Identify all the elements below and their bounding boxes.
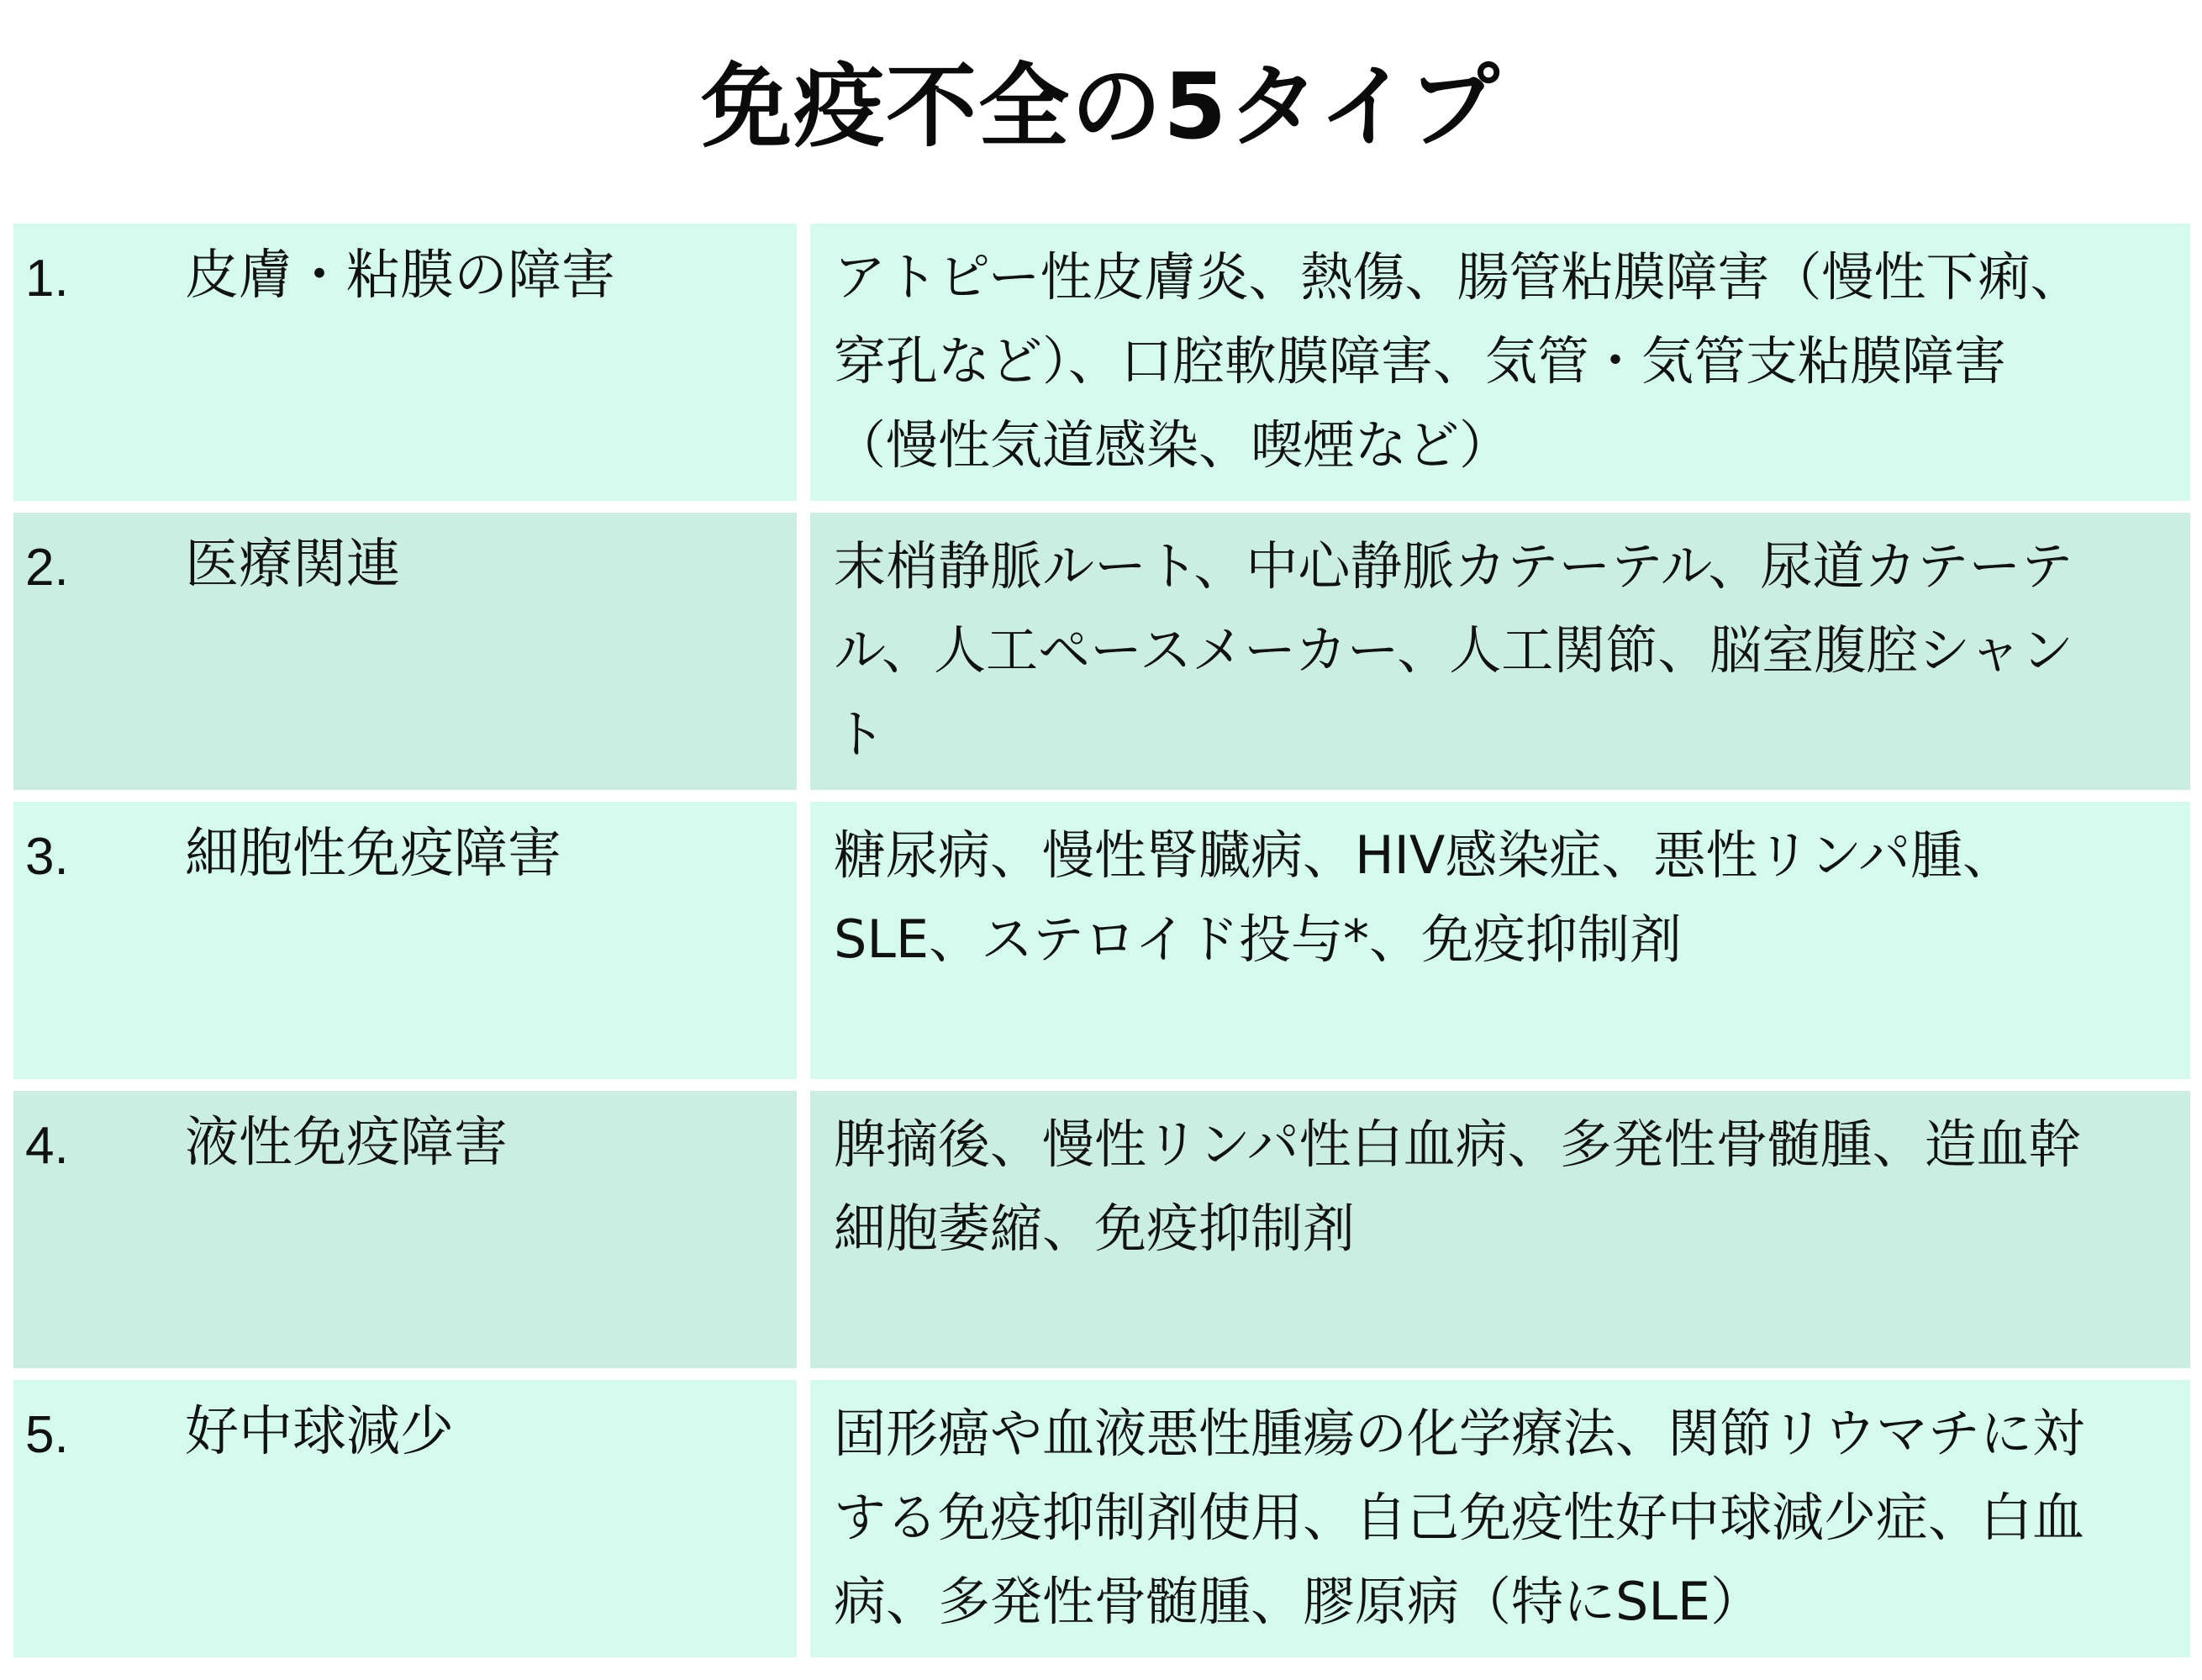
description-line: SLE、ステロイド投与*、免疫抑制剤 bbox=[834, 908, 1682, 970]
category-label: 好中球減少 bbox=[185, 1401, 454, 1463]
category-label: 液性免疫障害 bbox=[185, 1112, 508, 1174]
description-line: 固形癌や血液悪性腫瘍の化学療法、関節リウマチに対 bbox=[834, 1403, 2085, 1464]
description-line: ト bbox=[834, 703, 887, 765]
category-cell bbox=[13, 1091, 797, 1368]
description-text bbox=[834, 1392, 2178, 1644]
table-row bbox=[13, 802, 2190, 1079]
description-cell bbox=[810, 224, 2190, 501]
description-cell bbox=[810, 802, 2190, 1079]
description-line: 糖尿病、慢性腎臓病、HIV感染症、悪性リンパ腫、 bbox=[834, 824, 2015, 886]
table-row bbox=[13, 513, 2190, 790]
category-label: 細胞性免疫障害 bbox=[185, 823, 561, 885]
table-row bbox=[13, 1380, 2190, 1657]
table-row bbox=[13, 1091, 2190, 1368]
category-cell bbox=[13, 513, 797, 790]
description-text bbox=[834, 235, 2178, 487]
row-number: 1. bbox=[25, 250, 69, 308]
category-label: 医療関連 bbox=[185, 534, 400, 596]
description-line: 脾摘後、慢性リンパ性白血病、多発性骨髄腫、造血幹 bbox=[834, 1114, 2081, 1175]
category-cell bbox=[13, 1380, 797, 1657]
category-cell bbox=[13, 802, 797, 1079]
description-line: 末梢静脈ルート、中心静脈カテーテル、尿道カテーテ bbox=[834, 535, 2073, 597]
category-cell bbox=[13, 224, 797, 501]
table-row bbox=[13, 224, 2190, 501]
description-line: （慢性気道感染、喫煙など） bbox=[834, 414, 1512, 476]
row-number: 4. bbox=[25, 1117, 69, 1175]
row-number: 2. bbox=[25, 539, 69, 597]
description-text bbox=[834, 1103, 2178, 1271]
row-number: 5. bbox=[25, 1406, 69, 1464]
page-title: 免疫不全の5タイプ bbox=[701, 55, 1501, 160]
category-label: 皮膚・粘膜の障害 bbox=[185, 245, 615, 307]
description-cell bbox=[810, 1380, 2190, 1657]
description-line: 穿孔など）、口腔軟膜障害、気管・気管支粘膜障害 bbox=[834, 330, 2007, 392]
description-line: ル、人工ペースメーカー、人工関節、脳室腹腔シャン bbox=[834, 619, 2073, 681]
description-line: 細胞萎縮、免疫抑制剤 bbox=[834, 1198, 1356, 1259]
description-cell bbox=[810, 513, 2190, 790]
description-line: 病、多発性骨髄腫、膠原病（特にSLE） bbox=[834, 1571, 1763, 1632]
row-number: 3. bbox=[25, 828, 69, 886]
description-text bbox=[834, 524, 2178, 777]
description-line: する免疫抑制剤使用、自己免疫性好中球減少症、白血 bbox=[834, 1487, 2085, 1548]
description-cell bbox=[810, 1091, 2190, 1368]
description-text bbox=[834, 814, 2178, 982]
description-line: アトピー性皮膚炎、熱傷、腸管粘膜障害（慢性下痢、 bbox=[834, 246, 2083, 308]
